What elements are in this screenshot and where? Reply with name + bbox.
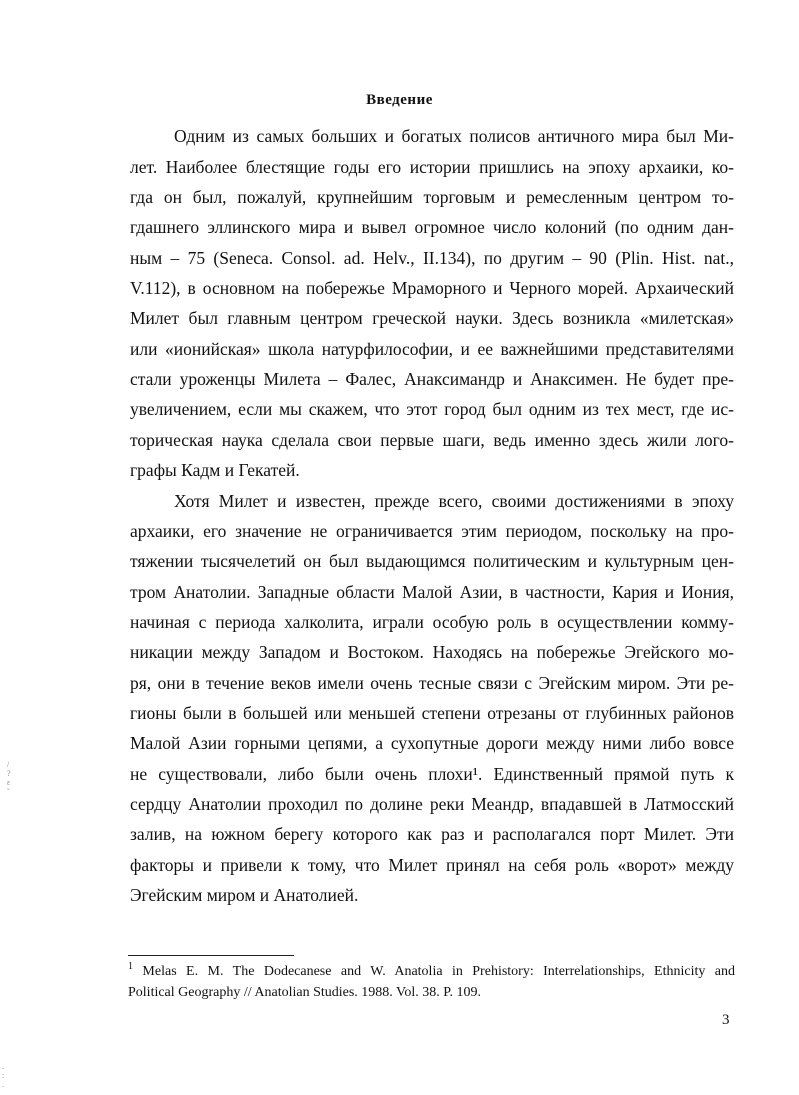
corner-mark: . bbox=[2, 1062, 4, 1071]
footnote-divider bbox=[128, 955, 294, 956]
text-line: гионы были в большей или меньшей степени отрезаны от глубинных районов bbox=[130, 703, 734, 723]
text-line: увеличением, если мы скажем, что этот город был одним из тех мест, где ис- bbox=[130, 399, 734, 419]
text-line: залив, на южном берегу которого как раз и располагался порт Милет. Эти bbox=[130, 824, 734, 844]
text-line: тяжении тысячелетий он был выдающимся политическим и культурным цен- bbox=[130, 551, 734, 571]
text-line: стали уроженцы Милета – Фалес, Анаксимандр и Анаксимен. Не будет пре- bbox=[130, 369, 734, 389]
margin-mark: / bbox=[7, 760, 10, 769]
text-line: факторы и привели к тому, что Милет принял на себя роль «ворот» между bbox=[130, 855, 734, 875]
margin-mark: ˘ bbox=[7, 787, 10, 796]
margin-scan-marks bbox=[7, 760, 15, 810]
text-line: гда он был, пожалуй, крупнейшим торговым и ремесленным центром то- bbox=[130, 187, 734, 207]
text-line: архаики, его значение не ограничивается этим периодом, поскольку на про- bbox=[130, 521, 734, 541]
text-line: лет. Наиболее блестящие годы его истории пришлись на эпоху архаики, ко- bbox=[130, 157, 734, 177]
text-line: Милет был главным центром греческой науки. Здесь возникла «милетская» bbox=[130, 308, 734, 328]
margin-mark: ? bbox=[7, 769, 11, 778]
page-title: Введение bbox=[366, 92, 433, 108]
text-line: Малой Азии горными цепями, а сухопутные дороги между ними либо вовсе bbox=[130, 733, 734, 753]
text-line: торическая наука сделала свои первые шаги, ведь именно здесь жили лого- bbox=[130, 430, 734, 450]
text-line: начиная с периода халколита, играли особую роль в осуществлении комму- bbox=[130, 612, 734, 632]
text-line: тром Анатолии. Западные области Малой Азии, в частности, Кария и Иония, bbox=[130, 582, 734, 602]
footnote-line bbox=[128, 962, 735, 982]
page-number: 3 bbox=[722, 1012, 730, 1028]
text-line: или «ионийская» школа натурфилософии, и ее важнейшими представителями bbox=[130, 339, 734, 359]
text-line: V.112), в основном на побережье Мраморного и Черного морей. Архаический bbox=[130, 278, 734, 298]
text-line: гдашнего эллинского мира и вывел огромное число колоний (по одним дан- bbox=[130, 217, 734, 237]
footnote-line: Political Geography // Anatolian Studies. 1988. Vol. 38. P. 109. bbox=[128, 985, 481, 1000]
text-line: Эгейским миром и Анатолией. bbox=[130, 885, 359, 905]
text-line: никации между Западом и Востоком. Находясь на побережье Эгейского мо- bbox=[130, 642, 734, 662]
corner-scan-marks bbox=[2, 1062, 8, 1089]
footnote-text: Melas E. M. The Dodecanese and W. Anatolia in Prehistory: Interrelationships, Ethnicity and bbox=[142, 964, 735, 979]
text-line: сердцу Анатолии проходил по долине реки Меандр, впадавшей в Латмосский bbox=[130, 794, 734, 814]
corner-mark: . bbox=[2, 1080, 4, 1089]
margin-mark: ɛ bbox=[7, 778, 11, 787]
text-line: ря, они в течение веков имели очень тесные связи с Эгейским миром. Эти ре- bbox=[130, 673, 734, 693]
text-line: не существовали, либо были очень плохи¹. Единственный прямой путь к bbox=[130, 764, 734, 784]
text-line: графы Кадм и Гекатей. bbox=[130, 460, 300, 480]
corner-mark: : bbox=[2, 1071, 5, 1080]
footnote-marker: 1 bbox=[128, 961, 133, 972]
text-line: Одним из самых больших и богатых полисов античного мира был Ми- bbox=[174, 126, 734, 146]
text-line: Хотя Милет и известен, прежде всего, своими достижениями в эпоху bbox=[174, 491, 734, 511]
text-line: ным – 75 (Seneca. Consol. ad. Helv., II.134), по другим – 90 (Plin. Hist. nat., bbox=[130, 248, 734, 268]
